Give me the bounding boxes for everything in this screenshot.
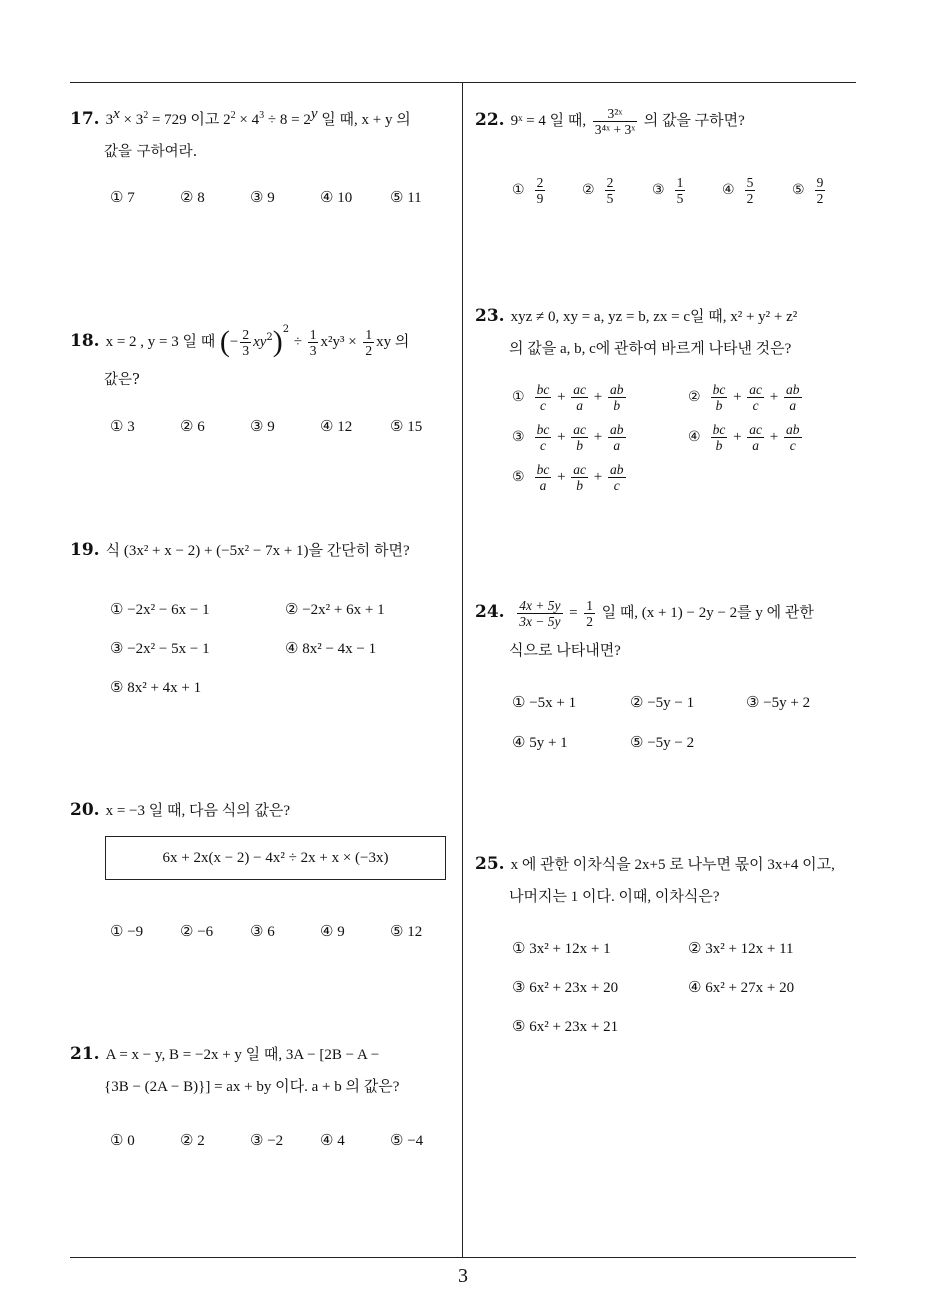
fraction: $\frac{9}{2}$ xyxy=(816,175,824,206)
choice-5[interactable]: ⑤ 11 xyxy=(390,190,422,206)
q17-stem-line2: 값을 구하여라. xyxy=(104,144,198,160)
q18-fraction-2: $\frac{1}{3}$ xyxy=(309,326,317,358)
choice-2[interactable]: ② 3x² + 12x + 11 xyxy=(688,941,794,957)
choice-2[interactable]: ② 2 xyxy=(180,1133,205,1149)
fraction: $\frac{ac}{a}$ xyxy=(749,422,763,453)
choice-5[interactable]: ⑤ −5y − 2 xyxy=(630,735,695,751)
choice-5[interactable]: ⑤ $\frac{bc}{a}$ + $\frac{ac}{b}$ + $\frac{ab}{c}$ xyxy=(512,462,624,493)
choice-5[interactable]: ⑤ 8x² + 4x + 1 xyxy=(110,680,202,696)
q24-stem-line2: 식으로 나타내면? xyxy=(509,643,621,659)
choice-2[interactable]: ② 8 xyxy=(180,190,205,206)
question-number: 20. xyxy=(70,800,100,820)
choice-5[interactable]: ⑤ −4 xyxy=(390,1133,424,1149)
choice-1[interactable]: ① −9 xyxy=(110,924,144,940)
choice-3[interactable]: ③ 9 xyxy=(250,190,275,206)
q23-stem-line2: 의 값을 a, b, c에 관하여 바르게 나타낸 것은? xyxy=(509,341,792,357)
question-20 xyxy=(70,794,290,827)
q19-stem: 식 (3x² + x − 2) + (−5x² − 7x + 1)을 간단히 하면? xyxy=(105,543,410,559)
choice-3[interactable]: ③ 6x² + 23x + 20 xyxy=(512,980,619,996)
choice-5[interactable]: ⑤ 15 xyxy=(390,419,423,435)
fraction: $\frac{ab}{b}$ xyxy=(610,382,624,413)
fraction: $\frac{ac}{b}$ xyxy=(573,462,587,493)
fraction: $\frac{ab}{c}$ xyxy=(786,422,800,453)
fraction: $\frac{bc}{b}$ xyxy=(712,422,726,453)
question-number: 22. xyxy=(475,110,505,130)
choice-4[interactable]: ④ $\frac{5}{2}$ xyxy=(722,175,754,206)
choice-1[interactable]: ① −2x² − 6x − 1 xyxy=(110,602,210,618)
question-number: 19. xyxy=(70,540,100,560)
q21-stem-line2: {3B − (2A − B)}] = ax + by 이다. a + b 의 값은? xyxy=(104,1079,400,1095)
choice-3[interactable]: ③ $\frac{bc}{c}$ + $\frac{ac}{b}$ + $\frac{ab}{a}$ xyxy=(512,422,624,453)
question-number: 18. xyxy=(70,331,100,351)
choice-2[interactable]: ② $\frac{bc}{b}$ + $\frac{ac}{c}$ + $\frac{ab}{a}$ xyxy=(688,382,800,413)
choice-3[interactable]: ③ 6 xyxy=(250,924,275,940)
question-number: 23. xyxy=(475,306,505,326)
question-23 xyxy=(475,300,797,365)
question-24: 24. $\frac{4x + 5y}{3x - 5y}$ = $\frac{1}{2}$ 일 때, (x + 1) − 2y − 2를 y 에 관한 식으로 나타내면? xyxy=(475,590,814,667)
fraction: $\frac{bc}{c}$ xyxy=(536,382,550,413)
choice-3[interactable]: ③ −2 xyxy=(250,1133,284,1149)
question-number: 24. xyxy=(475,602,505,622)
choice-5[interactable]: ⑤ 6x² + 23x + 21 xyxy=(512,1019,619,1035)
choice-4[interactable]: ④ 5y + 1 xyxy=(512,735,568,751)
choice-1[interactable]: ① 7 xyxy=(110,190,135,206)
q22-fraction: $\frac{\text{3²ˣ}}{\text{3⁴ˣ + 3ˣ}}$ xyxy=(594,105,636,137)
choice-2[interactable]: ② $\frac{2}{5}$ xyxy=(582,175,614,206)
choice-4[interactable]: ④ 10 xyxy=(320,190,353,206)
choice-3[interactable]: ③ −5y + 2 xyxy=(746,695,811,711)
choice-4[interactable]: ④ 8x² − 4x − 1 xyxy=(285,641,377,657)
choice-3[interactable]: ③ −2x² − 5x − 1 xyxy=(110,641,210,657)
question-19 xyxy=(70,534,410,567)
page-number: 3 xyxy=(458,1265,468,1287)
question-22: 22. 9ˣ = 4 일 때, $\frac{\text{3²ˣ}}{\text{3⁴ˣ + 3ˣ}}$ 의 값을 구하면? xyxy=(475,105,745,137)
fraction: $\frac{2}{5}$ xyxy=(606,175,614,206)
fraction: $\frac{ab}{c}$ xyxy=(610,462,624,493)
q24-fraction-2: $\frac{1}{2}$ xyxy=(586,597,593,629)
fraction: $\frac{ac}{c}$ xyxy=(749,382,763,413)
q18-fraction-3: $\frac{1}{2}$ xyxy=(365,326,373,358)
choice-1[interactable]: ① 3x² + 12x + 1 xyxy=(512,941,611,957)
choice-1[interactable]: ① 0 xyxy=(110,1133,135,1149)
fraction: $\frac{bc}{b}$ xyxy=(712,382,726,413)
choice-2[interactable]: ② −2x² + 6x + 1 xyxy=(285,602,385,618)
fraction: $\frac{5}{2}$ xyxy=(746,175,754,206)
q18-stem-line2: 값은? xyxy=(104,372,140,388)
fraction: $\frac{bc}{a}$ xyxy=(536,462,550,493)
q18-fraction-1: $\frac{2}{3}$ xyxy=(242,326,250,358)
q18-stem-pre: x = 2 , y = 3 일 때 xyxy=(105,334,216,350)
choice-4[interactable]: ④ 4 xyxy=(320,1133,345,1149)
question-number: 25. xyxy=(475,854,505,874)
q25-stem-line2: 나머지는 1 이다. 이때, 이차식은? xyxy=(509,889,720,905)
choice-1[interactable]: ① $\frac{2}{9}$ xyxy=(512,175,544,206)
question-number: 17. xyxy=(70,109,100,129)
q21-stem-line1: A = x − y, B = −2x + y 일 때, 3A − [2B − A − xyxy=(105,1047,380,1063)
choice-4[interactable]: ④ $\frac{bc}{b}$ + $\frac{ac}{a}$ + $\frac{ab}{c}$ xyxy=(688,422,800,453)
choice-3[interactable]: ③ 9 xyxy=(250,419,275,435)
bottom-rule xyxy=(70,1257,856,1258)
question-17 xyxy=(70,98,411,168)
question-25 xyxy=(475,848,835,913)
q24-fraction-1: $\frac{4x + 5y}{3x - 5y}$ xyxy=(519,597,561,629)
question-18: 18. x = 2 , y = 3 일 때 (− $\frac{2}{3}$ $xy^2)^2$ ÷ $\frac{1}{3}$ x²y³ × $\frac{1}{2}$ xy 의 값은? xyxy=(70,308,409,396)
fraction: $\frac{ab}{a}$ xyxy=(610,422,624,453)
choice-2[interactable]: ② −5y − 1 xyxy=(630,695,695,711)
q23-stem-line1: xyz ≠ 0, xy = a, yz = b, zx = c일 때, x² + y² + z² xyxy=(510,309,798,325)
choice-3[interactable]: ③ $\frac{1}{5}$ xyxy=(652,175,684,206)
q20-expression-box: 6x + 2x(x − 2) − 4x² ÷ 2x + x × (−3x) xyxy=(105,836,446,880)
choice-1[interactable]: ① −5x + 1 xyxy=(512,695,577,711)
fraction: $\frac{1}{5}$ xyxy=(676,175,684,206)
question-number: 21. xyxy=(70,1044,100,1064)
fraction: $\frac{2}{9}$ xyxy=(536,175,544,206)
question-21 xyxy=(70,1038,399,1103)
fraction: $\frac{bc}{c}$ xyxy=(536,422,550,453)
q20-stem: x = −3 일 때, 다음 식의 값은? xyxy=(105,803,291,819)
fraction: $\frac{ac}{b}$ xyxy=(573,422,587,453)
choice-1[interactable]: ① $\frac{bc}{c}$ + $\frac{ac}{a}$ + $\frac{ab}{b}$ xyxy=(512,382,624,413)
q17-stem-line1: $3^x \times 3^2 = 729$ 이고 $2^2 \times 4^3 \div 8 = 2^y$ 일 때, x + y 의 xyxy=(105,106,411,128)
choice-2[interactable]: ② 6 xyxy=(180,419,205,435)
q25-stem-line1: x 에 관한 이차식을 2x+5 로 나누면 몫이 3x+4 이고, xyxy=(510,857,835,873)
choice-1[interactable]: ① 3 xyxy=(110,419,135,435)
column-divider xyxy=(462,82,463,1257)
fraction: $\frac{ab}{a}$ xyxy=(786,382,800,413)
choice-4[interactable]: ④ 12 xyxy=(320,419,353,435)
fraction: $\frac{ac}{a}$ xyxy=(573,382,587,413)
top-rule xyxy=(70,82,856,83)
choice-4[interactable]: ④ 9 xyxy=(320,924,345,940)
choice-5[interactable]: ⑤ $\frac{9}{2}$ xyxy=(792,175,824,206)
choice-2[interactable]: ② −6 xyxy=(180,924,214,940)
choice-5[interactable]: ⑤ 12 xyxy=(390,924,423,940)
choice-4[interactable]: ④ 6x² + 27x + 20 xyxy=(688,980,795,996)
